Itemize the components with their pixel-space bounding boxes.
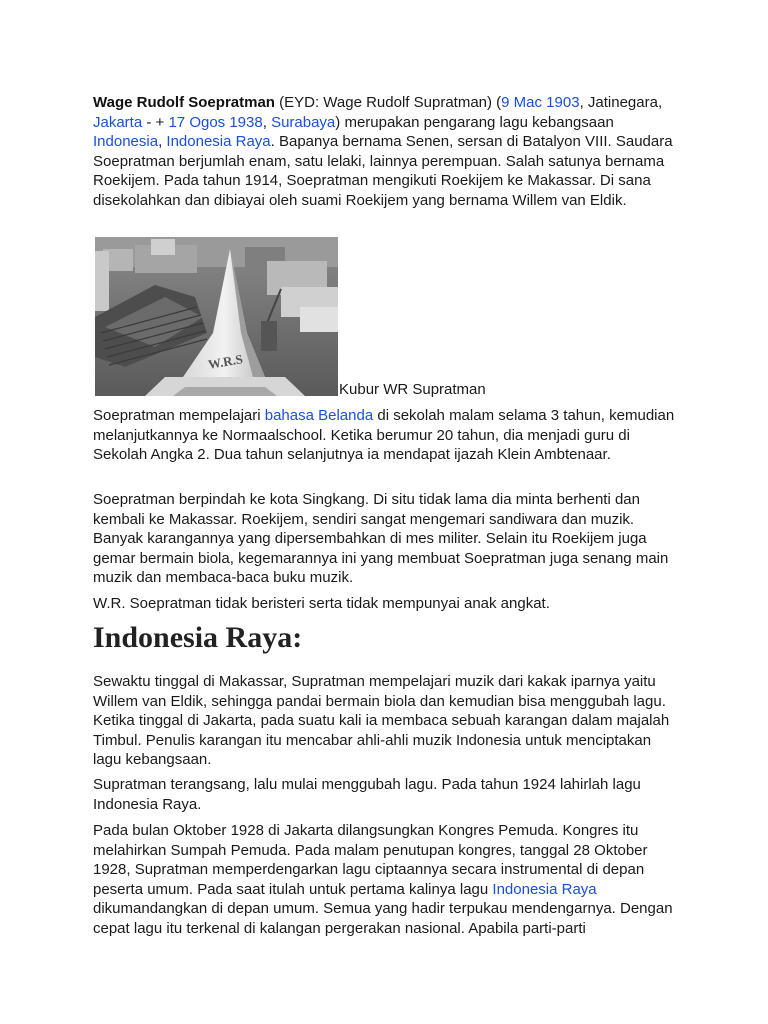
link-jakarta[interactable]: Jakarta [93, 113, 143, 131]
makassar-paragraph: Sewaktu tinggal di Makassar, Supratman mempelajari muzik dari kakak iparnya yaitu Willem van Eldik, sehingga pandai bermain biola dan kemudian bisa menggubah lagu. Ketika tinggal di Jakarta, pada suatu kali ia membaca sebuah karangan dalam majalah Timbul. Penulis karangan itu mencabar ahli-ahli muzik Indonesia untuk menciptakan lagu kebangsaan. [93, 673, 670, 768]
intro-text-7: . Bapanya bernama Senen, sersan di Batalyon VIII. Saudara Soepratman berjumlah enam, satu lelaki, lainnya perempuan. Salah satunya bernama Roekijem. Pada tahun 1914, Soepratman mengikuti Roekijem ke Makassar. Di sana disekolahkan dan dibiayai oleh suami Roekijem yang bernama Willem van Eldik. [93, 133, 673, 209]
link-indonesia[interactable]: Indonesia [93, 133, 159, 150]
image-caption: Kubur WR Supratman [339, 381, 486, 398]
education-text-2: di sekolah malam selama 3 tahun, kemudian melanjutkannya ke Normaalschool. Ketika berumur 20 tahun, dia menjadi guru di Sekolah Angka 2. Dua tahun selanjutnya ia mendapat ijazah Klein Ambtenaar. [93, 407, 675, 463]
education-text-1: Soepratman mempelajari [93, 407, 265, 424]
grave-photo [95, 237, 338, 396]
intro-text-3: - + [142, 113, 169, 131]
congress-text-2: dikumandangkan di depan umum. Semua yang hadir terpukau mendengarnya. Dengan cepat lagu itu terkenal di kalangan pergerakan nasional. Apabila parti-parti [93, 900, 673, 937]
grave-photo-illustration [95, 237, 338, 396]
congress-paragraph [93, 821, 683, 938]
singkang-paragraph: Soepratman berpindah ke kota Singkang. Di situ tidak lama dia minta berhenti dan kembali ke Makassar. Roekijem, sendiri sangat mengemari sandiwara dan muzik. Banyak karangannya yang dipersembahkan di mes militer. Selain itu Roekijem juga gemar bermain biola, kegemarannya ini yang membuat Soepratman juga senang main muzik dan membaca-baca buku muzik. [93, 491, 669, 586]
family-paragraph: W.R. Soepratman tidak beristeri serta tidak mempunyai anak angkat. [93, 595, 550, 612]
subject-name: Wage Rudolf Soepratman [93, 94, 275, 111]
intro-text-6: , [158, 133, 167, 150]
link-surabaya[interactable]: Surabaya [271, 113, 336, 131]
intro-text-1: (EYD: Wage Rudolf Supratman) ( [274, 94, 502, 111]
education-paragraph [93, 406, 683, 465]
intro-text-5: ) merupakan pengarang lagu kebangsaan [335, 113, 614, 131]
stone-inscription: W.R.S [206, 351, 244, 372]
congress-text-1: Pada bulan Oktober 1928 di Jakarta dilangsungkan Kongres Pemuda. Kongres itu melahirkan Sumpah Pemuda. Pada malam penutupan kongres, tanggal 28 Oktober 1928, Supratman memperdengarkan lagu ciptaannya secara instrumental di depan peserta umum. Pada saat itulah untuk pertama kalinya lagu [93, 822, 648, 898]
intro-text-4: , [262, 113, 272, 131]
link-deathdate[interactable]: 17 Ogos 1938 [168, 113, 263, 131]
link-indonesia-raya[interactable]: Indonesia Raya [166, 133, 271, 150]
intro-paragraph [93, 93, 683, 210]
link-indonesia-raya-2[interactable]: Indonesia Raya [492, 880, 597, 898]
section-heading: Indonesia Raya: [93, 621, 303, 654]
link-bahasa-belanda[interactable]: bahasa Belanda [264, 407, 374, 424]
link-birthdate[interactable]: 9 Mac 1903 [501, 94, 580, 111]
intro-text-2: , Jatinegara, [579, 94, 663, 111]
composition-paragraph: Supratman terangsang, lalu mulai menggubah lagu. Pada tahun 1924 lahirlah lagu Indonesia Raya. [93, 776, 641, 813]
